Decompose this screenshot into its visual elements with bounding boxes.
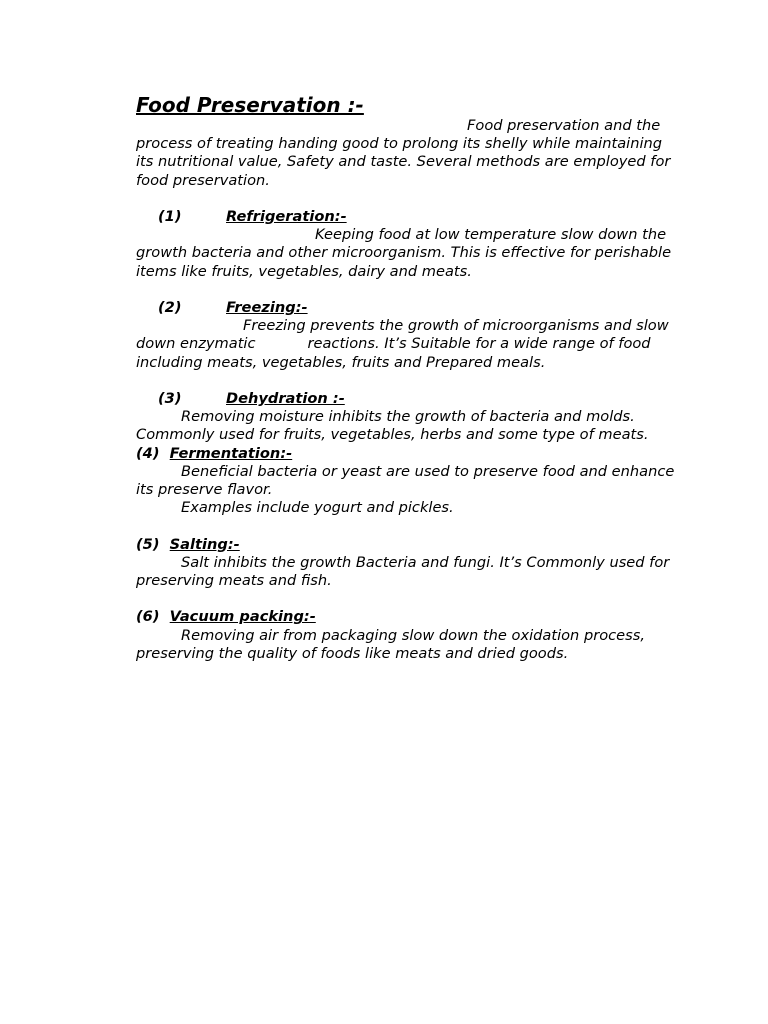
section-paragraph-refrigeration: Keeping food at low temperature slow down the growth bacteria and other microorganism. This is effective for perishable items like fruits, vegetables, dairy and meats.: [136, 226, 672, 280]
section-number: (3): [158, 389, 182, 407]
spacer: [136, 190, 676, 208]
section-paragraph-fermentation: Beneficial bacteria or yeast are used to preserve food and enhance its preserve flavor.: [136, 462, 675, 498]
section-number: (5): [136, 535, 165, 553]
section-heading-vacuum-packing: [136, 608, 676, 626]
section-title: Refrigeration:-: [226, 208, 347, 225]
section-paragraph-freezing: [136, 317, 676, 372]
spacer: [136, 517, 676, 535]
paragraph-part: reactions. It’s Suitable for a wide range of food including meats, vegetables, fruits and Prepared meals.: [136, 335, 651, 371]
document-title: Food Preservation :-: [136, 93, 364, 117]
section-paragraph-fermentation-examples: Examples include yogurt and pickles.: [181, 499, 454, 517]
section-paragraph-dehydration: Removing moisture inhibits the growth of bacteria and molds. Commonly used for fruits, vegetables, herbs and some type of meats.: [136, 408, 649, 444]
section-heading-dehydration: [136, 390, 676, 408]
section-heading-freezing: [136, 299, 676, 317]
section-number: (4): [136, 444, 165, 462]
section-number: (2): [158, 298, 182, 316]
section-number: (1): [158, 208, 182, 225]
section-number: (6): [136, 608, 165, 626]
section-title: Salting:-: [169, 535, 240, 553]
section-heading-refrigeration: [136, 208, 676, 226]
intro-paragraph: Food preservation and the process of treating handing good to prolong its shelly while maintaining its nutritional value, Safety and taste. Several methods are employed for food preservation.: [136, 117, 671, 189]
section-title: Dehydration :-: [226, 389, 345, 407]
section-title: Freezing:-: [226, 298, 308, 316]
section-heading-fermentation: [136, 445, 676, 463]
spacer: [136, 590, 676, 608]
section-heading-salting: [136, 536, 676, 554]
section-title: Vacuum packing:-: [169, 608, 316, 626]
paragraph-part: Freezing prevents the growth of microorganisms and slow down enzymatic: [136, 317, 669, 353]
section-paragraph-vacuum-packing: Removing air from packaging slow down the oxidation process, preserving the quality of foods like meats and dried goods.: [136, 626, 645, 662]
document-page: [136, 93, 676, 663]
spacer: [136, 372, 676, 390]
spacer: [136, 281, 676, 299]
section-paragraph-salting: Salt inhibits the growth Bacteria and fungi. It’s Commonly used for preserving meats and fish.: [136, 553, 670, 589]
section-title: Fermentation:-: [169, 444, 293, 462]
